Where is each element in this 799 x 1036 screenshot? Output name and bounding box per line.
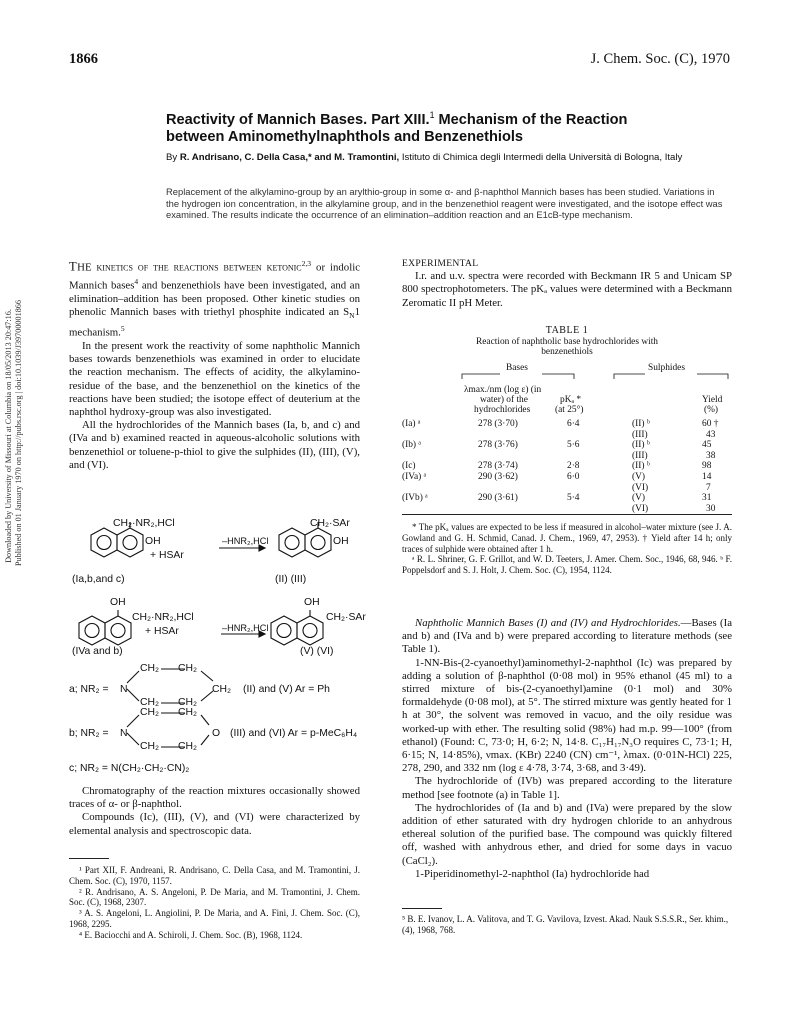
naphthalene-ring-4 (271, 610, 323, 645)
paragraph: 1-NN-Bis-(2-cyanoethyl)aminomethyl-2-naphthol (Ic) was prepared by adding a solution of β-naphthol (0·08 mol) in 95% ethanol (45 ml) to a stirred mixture of bis-(2-cyanoethyl)amine (0·1 mol) and 30% formaldehyde (0·08 mol), at 5°. The stirred mixture was gently heated for 1 h at 30°, the solvent was removed in vacuo, and the oily residue was worked-up with ether. The resulting solid (98%) had m.p. 99—100° (from ethanol) (Found: C, 73·0; H, 6·2; N, 14·8. C₁₇H₁₇N₃O requires C, 73·1; H, 6·15; N, 14·85%), νmax. (KBr) 2240 (CN) cm⁻¹, λmax. (0·01N-HCl) 225, 278, 290, and 332 nm (log ε 4·78, 3·74, 3·68, and 3·49). (402, 656, 732, 775)
table-cell-pk: 2·8 (567, 461, 580, 472)
paragraph: 1-Piperidinomethyl-2-naphthol (Ia) hydrochloride had (415, 867, 650, 880)
table-note: ᵃ R. L. Shriner, G. F. Grillot, and W. D. Teeters, J. Amer. Chem. Soc., 1946, 68, 946. ᵇ F. Poppelsdorf and S. J. Holt, J. Chem. Soc. (C), 1954, 1124. (402, 554, 732, 576)
hydroxy-label: OH (145, 536, 161, 547)
table-cell-pk: 6·4 (567, 419, 580, 429)
table-cell-s1: (II) ᵇ (632, 440, 650, 451)
ref-sup: 5 (120, 324, 125, 334)
table-cell-y1: 98 (702, 461, 712, 472)
nitrogen-label: N (120, 684, 128, 695)
compound-label: (II) (III) (275, 574, 307, 585)
table-cell-base: (IVa) ᵃ (402, 472, 427, 482)
footnote-rule (69, 858, 109, 859)
nitrogen-label: N (120, 728, 128, 739)
table-cell-base: (Ib) ᵃ (402, 440, 421, 451)
methylene-label: CH₂ (178, 741, 198, 752)
column-header: hydrochlorides (474, 405, 531, 415)
download-watermark (4, 300, 24, 566)
abstract: Replacement of the alkylamino-group by an arylthio-group in some α- and β-naphthol Mannich bases has been studied. Variations in the hydrogen ion concentration, in the alkylamine group, and in the benzenethiol reagent were investigated, and the isotope effect was examined. The results indicate the occurrence of an elimination–addition reaction and an E1cB-type mechanism. (166, 186, 723, 221)
methylene-label: CH₂ (140, 741, 160, 752)
methylene-label: CH₂ (212, 684, 232, 695)
methylene-label: CH₂ (140, 707, 160, 718)
intro-text-d: 1 mechanism. (69, 305, 360, 339)
paragraph: I.r. and u.v. spectra were recorded with Beckmann IR 5 and Unicam SP 800 spectrophotometers. The pKₐ values were determined with a Beckmann Zeromatic II pH Meter. (402, 270, 732, 309)
journal-header: J. Chem. Soc. (C), 1970 (590, 51, 730, 67)
publication-note: Published on 01 January 1970 on http://pubs.rsc.org | doi:10.1039/J39700001866 (14, 300, 23, 566)
title-line1: Reactivity of Mannich Bases. Part XIII. (166, 111, 430, 128)
substituent-a-label: a; NR₂ = (69, 684, 109, 695)
table-cell-y2: 30 (706, 503, 716, 514)
hydroxy-label: OH (110, 597, 126, 608)
table-cell-lambda: 290 (3·61) (478, 493, 518, 504)
paragraph: Chromatography of the reaction mixtures occasionally showed traces of α- or β-naphthol. (69, 785, 360, 811)
oxygen-label: O (212, 728, 221, 739)
footnote: ¹ Part XII, F. Andreani, R. Andrisano, C. Della Casa, and M. Tramontini, J. Chem. Soc. (C), 1970, 1157. (69, 865, 360, 886)
product-substituent: CH₂·SAr (326, 612, 366, 623)
table-cell-pk: 5·6 (567, 440, 580, 451)
table-cell-y2: 38 (706, 450, 716, 461)
table-cell-y1: 31 (702, 493, 712, 504)
paragraph (402, 617, 732, 657)
table-cell-y2: 43 (706, 429, 716, 440)
table-cell-s1: (II) ᵇ (632, 419, 650, 429)
footnotes-left (69, 865, 360, 941)
subscript: N (349, 310, 355, 320)
intro-paragraph: THE kinetics of the reactions between ketonic$^{2,3}$ or indolic Mannich bases$^4$ and benzenethiols have been investigated, and an elimination–addition has been proposed. Other kinetic studies on phenolic Mannich bases with triethyl phosphite indicated an $S_N1$ mechanism.$^5$ (69, 259, 360, 339)
reaction-scheme (69, 515, 364, 755)
left-column (69, 257, 360, 472)
paragraph: Compounds (Ic), (III), (V), and (VI) were characterized by elemental analysis and spectroscopic data. (69, 811, 360, 837)
column-header: λmax./nm (log ε) (in (464, 385, 542, 395)
table-note: * The pKₐ values are expected to be less if measured in alcohol–water mixture (see J. A. Gowland and G. H. Schmid, Canad. J. Chem., 1969, 47, 2953). † Yield after 14 h; only traces of sulphide were obtained after 1 h. (402, 522, 732, 554)
table-cell-s1: (V) (632, 493, 646, 504)
title-line1b: Mechanism of the Reaction (434, 111, 628, 128)
footnote-right: ⁵ B. E. Ivanov, L. A. Valitova, and T. G. Vavilova, Izvest. Akad. Nauk S.S.S.R., Ser. khim., (4), 1968, 768. (402, 914, 729, 935)
methylene-label: CH₂ (178, 707, 198, 718)
hydroxy-label: OH (333, 536, 349, 547)
table-cell-y1: 45 (702, 440, 712, 451)
column-header: water) of the (480, 395, 528, 405)
ring-b-note: (III) and (VI) Ar = p-MeC₆H₄ (230, 728, 358, 739)
compound-label: (V) (VI) (300, 646, 334, 657)
hydroxy-label: OH (304, 597, 320, 608)
author-line (166, 152, 726, 165)
reactant-substituent: CH₂·NR₂,HCl (113, 518, 175, 529)
ref-sup: 4 (134, 276, 139, 286)
arrow-label: –HNR₂,HCl (222, 536, 269, 546)
reagent-label: + HSAr (145, 626, 179, 637)
table-body (402, 363, 732, 523)
column-group: Bases (506, 363, 528, 373)
right-column-lower (402, 617, 732, 881)
methylene-label: CH₂ (178, 663, 198, 674)
table-cell-lambda: 278 (3·74) (478, 461, 518, 472)
methylene-label: CH₂ (140, 663, 160, 674)
table-cell-base: (Ic) (402, 461, 416, 472)
reactant-substituent: CH₂·NR₂,HCl (132, 612, 194, 623)
table-cell-s1: (V) (632, 472, 646, 482)
table-cell-s2: (VI) (632, 482, 649, 493)
ref-sup: 2,3 (301, 259, 312, 268)
download-note: Downloaded by University of Missouri at Columbia on 18/05/2013 20:47:16. (4, 309, 13, 563)
title-line2: between Aminomethylnaphthols and Benzenethiols (166, 128, 524, 145)
table-rule (402, 514, 732, 515)
table-cell-y1: 14 (702, 472, 712, 482)
table-cell-lambda: 278 (3·70) (478, 419, 518, 429)
authors-by: By (166, 152, 180, 163)
title-ref: 1 (429, 110, 435, 120)
product-substituent: CH₂·SAr (310, 518, 350, 529)
table-cell-y1: 60 † (702, 419, 719, 429)
article-title (166, 107, 736, 146)
table-cell-pk: 6·0 (567, 472, 580, 482)
column-header: (at 25°) (555, 405, 584, 415)
table-cell-s1: (II) ᵇ (632, 461, 650, 472)
experimental-heading: EXPERIMENTAL (402, 258, 479, 269)
paragraph: In the present work the reactivity of some naphtholic Mannich bases towards benzenethiols was examined in order to elucidate the reaction mechanism. The effects of acidity, the alkylamino-residue of the base, and the benzenethiol on the kinetics of the reactions have been studied; the isotope effect of deuterium at the naphthol hydroxy-group was also investigated. (69, 339, 360, 418)
table-cell-pk: 5·4 (567, 493, 580, 504)
substituent-b-label: b; NR₂ = (69, 728, 109, 739)
footnote: ² R. Andrisano, A. S. Angeloni, P. De Maria, and M. Tramontini, J. Chem. Soc. (C), 1968, 2307. (69, 886, 360, 908)
substituent-c-label: c; NR₂ = N(CH₂·CH₂·CN)₂ (69, 763, 190, 774)
paragraph: The hydrochloride of (IVb) was prepared according to the literature method [see footnote (a) in Table 1]. (402, 775, 732, 801)
arrow-label: –HNR₂,HCl (222, 623, 269, 633)
reagent-label: + HSAr (150, 550, 184, 561)
affiliation: Istituto di Chimica degli Intermedi della Università di Bologna, Italy (399, 152, 683, 163)
author-names: R. Andrisano, C. Della Casa,* and M. Tramontini, (179, 152, 400, 163)
intro-text-b: or indolic Mannich bases (69, 261, 360, 292)
column-header: Yield (702, 395, 723, 405)
table-1 (402, 326, 732, 358)
paragraph: The hydrochlorides of (Ia and b) and (IVa) were prepared by the slow addition of ether saturated with dry hydrogen chloride to an anhydrous ethereal solution of the purified base. The compound was quickly filtered off, washed with anhydrous ether, and dried for some days in vacuo (CaCl₂). (402, 801, 732, 867)
methylene-label: CH₂ (140, 697, 160, 708)
column-header: pKₐ * (560, 395, 582, 405)
table-cell-lambda: 278 (3·76) (478, 440, 518, 451)
footnote-rule (402, 908, 442, 909)
page-number: 1866 (69, 51, 98, 67)
compound-label: (Ia,b,and c) (72, 574, 125, 585)
footnote: ⁴ E. Baciocchi and A. Schiroli, J. Chem. Soc. (B), 1968, 1124. (79, 929, 303, 940)
table-cell-y2: 7 (706, 482, 711, 493)
intro-text-a: HE kinetics of the reactions between ketonic (77, 261, 302, 274)
section-heading: Naphtholic Mannich Bases (I) and (IV) and Hydrochlorides. (415, 617, 681, 629)
left-column-lower (69, 785, 360, 838)
table-notes (402, 522, 732, 576)
table-label: TABLE 1 (545, 325, 589, 336)
table-cell-base: (Ia) ᵃ (402, 419, 421, 429)
footnote: ³ A. S. Angeloni, L. Angiolini, P. De Maria, and A. Fini, J. Chem. Soc. (C), 1968, 2295. (69, 908, 360, 929)
compound-label: (IVa and b) (72, 646, 123, 657)
paragraph-text: —Bases (Ia and b) and (IVa and b) were prepared according to literature methods (see Table 1). (402, 617, 732, 656)
naphthalene-ring-3 (79, 610, 131, 645)
table-cell-base: (IVb) ᵃ (402, 493, 428, 504)
table-caption: benzenethiols (541, 347, 593, 358)
column-header: (%) (704, 405, 719, 415)
group-braces (402, 371, 732, 381)
right-column (402, 257, 732, 310)
ring-a-note: (II) and (V) Ar = Ph (243, 684, 330, 695)
table-cell-s2: (III) (632, 429, 648, 440)
paragraph: All the hydrochlorides of the Mannich bases (Ia, b, and c) and (IVa and b) examined reacted in aqueous-alcoholic solutions with benzenethiol or toluene-p-thiol to give the sulphides (II), (III), (V), and (VI). (69, 419, 360, 471)
table-cell-lambda: 290 (3·62) (478, 472, 518, 482)
intro-text-c: and benzenethiols have been investigated, and an elimination–addition has been proposed. Other kinetic studies on phenolic Mannich bases with triethyl phosphite indicated an S (69, 279, 360, 318)
table-caption: Reaction of naphtholic base hydrochlorides with (476, 336, 658, 347)
column-group: Sulphides (648, 363, 685, 373)
table-cell-s2: (III) (632, 450, 648, 461)
table-cell-s2: (VI) (632, 503, 649, 514)
methylene-label: CH₂ (178, 697, 198, 708)
